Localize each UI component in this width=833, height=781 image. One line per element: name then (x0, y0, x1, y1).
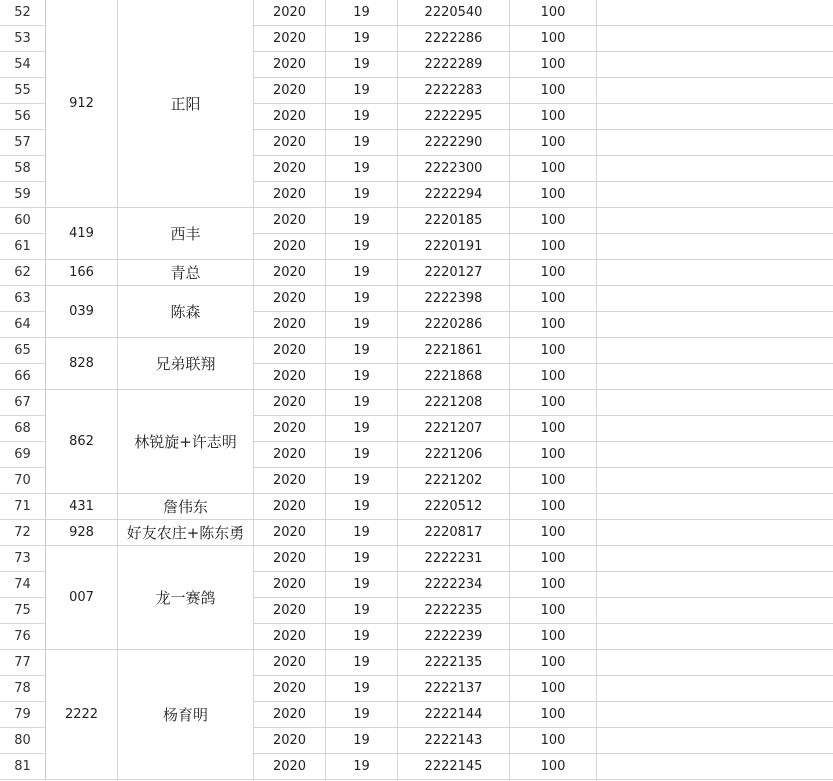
row-header[interactable]: 77 (0, 650, 46, 676)
number-cell[interactable]: 19 (326, 364, 398, 390)
year-cell[interactable]: 2020 (254, 208, 326, 234)
number-cell[interactable]: 19 (326, 52, 398, 78)
ring-number-cell[interactable]: 2222286 (398, 26, 510, 52)
number-cell[interactable]: 19 (326, 260, 398, 286)
year-cell[interactable]: 2020 (254, 442, 326, 468)
row-header[interactable]: 68 (0, 416, 46, 442)
ring-number-cell[interactable]: 2222283 (398, 78, 510, 104)
year-cell[interactable]: 2020 (254, 104, 326, 130)
number-cell[interactable]: 19 (326, 182, 398, 208)
year-cell[interactable]: 2020 (254, 572, 326, 598)
number-cell[interactable]: 19 (326, 468, 398, 494)
score-cell[interactable]: 100 (510, 182, 597, 208)
year-cell[interactable]: 2020 (254, 676, 326, 702)
empty-cell[interactable] (597, 234, 833, 260)
empty-cell[interactable] (597, 702, 833, 728)
empty-cell[interactable] (597, 78, 833, 104)
year-cell[interactable]: 2020 (254, 78, 326, 104)
ring-number-cell[interactable]: 2222290 (398, 130, 510, 156)
row-header[interactable]: 54 (0, 52, 46, 78)
number-cell[interactable]: 19 (326, 208, 398, 234)
year-cell[interactable]: 2020 (254, 546, 326, 572)
row-header[interactable]: 63 (0, 286, 46, 312)
empty-cell[interactable] (597, 546, 833, 572)
number-cell[interactable]: 19 (326, 0, 398, 26)
number-cell[interactable]: 19 (326, 312, 398, 338)
ring-number-cell[interactable]: 2220512 (398, 494, 510, 520)
score-cell[interactable]: 100 (510, 754, 597, 780)
empty-cell[interactable] (597, 598, 833, 624)
number-cell[interactable]: 19 (326, 338, 398, 364)
year-cell[interactable]: 2020 (254, 416, 326, 442)
number-cell[interactable]: 19 (326, 546, 398, 572)
score-cell[interactable]: 100 (510, 104, 597, 130)
empty-cell[interactable] (597, 520, 833, 546)
score-cell[interactable]: 100 (510, 78, 597, 104)
year-cell[interactable]: 2020 (254, 468, 326, 494)
empty-cell[interactable] (597, 26, 833, 52)
year-cell[interactable]: 2020 (254, 728, 326, 754)
row-header[interactable]: 62 (0, 260, 46, 286)
ring-number-cell[interactable]: 2222137 (398, 676, 510, 702)
empty-cell[interactable] (597, 52, 833, 78)
number-cell[interactable]: 19 (326, 234, 398, 260)
ring-number-cell[interactable]: 2220191 (398, 234, 510, 260)
year-cell[interactable]: 2020 (254, 312, 326, 338)
row-header[interactable]: 58 (0, 156, 46, 182)
ring-number-cell[interactable]: 2222239 (398, 624, 510, 650)
score-cell[interactable]: 100 (510, 494, 597, 520)
group-code-cell[interactable]: 007 (46, 546, 118, 650)
ring-number-cell[interactable]: 2222398 (398, 286, 510, 312)
score-cell[interactable]: 100 (510, 0, 597, 26)
score-cell[interactable]: 100 (510, 156, 597, 182)
row-header[interactable]: 61 (0, 234, 46, 260)
score-cell[interactable]: 100 (510, 390, 597, 416)
row-header[interactable]: 81 (0, 754, 46, 780)
score-cell[interactable]: 100 (510, 338, 597, 364)
score-cell[interactable]: 100 (510, 416, 597, 442)
empty-cell[interactable] (597, 572, 833, 598)
empty-cell[interactable] (597, 390, 833, 416)
number-cell[interactable]: 19 (326, 572, 398, 598)
row-header[interactable]: 56 (0, 104, 46, 130)
group-name-cell[interactable]: 正阳 (118, 0, 254, 208)
ring-number-cell[interactable]: 2222145 (398, 754, 510, 780)
row-header[interactable]: 75 (0, 598, 46, 624)
ring-number-cell[interactable]: 2220817 (398, 520, 510, 546)
row-header[interactable]: 53 (0, 26, 46, 52)
row-header[interactable]: 67 (0, 390, 46, 416)
row-header[interactable]: 76 (0, 624, 46, 650)
empty-cell[interactable] (597, 104, 833, 130)
score-cell[interactable]: 100 (510, 260, 597, 286)
score-cell[interactable]: 100 (510, 728, 597, 754)
ring-number-cell[interactable]: 2222143 (398, 728, 510, 754)
empty-cell[interactable] (597, 260, 833, 286)
score-cell[interactable]: 100 (510, 312, 597, 338)
year-cell[interactable]: 2020 (254, 702, 326, 728)
ring-number-cell[interactable]: 2222144 (398, 702, 510, 728)
year-cell[interactable]: 2020 (254, 52, 326, 78)
ring-number-cell[interactable]: 2220127 (398, 260, 510, 286)
empty-cell[interactable] (597, 442, 833, 468)
year-cell[interactable]: 2020 (254, 650, 326, 676)
year-cell[interactable]: 2020 (254, 182, 326, 208)
group-name-cell[interactable]: 兄弟联翔 (118, 338, 254, 390)
year-cell[interactable]: 2020 (254, 0, 326, 26)
group-code-cell[interactable]: 166 (46, 260, 118, 286)
row-header[interactable]: 59 (0, 182, 46, 208)
number-cell[interactable]: 19 (326, 156, 398, 182)
group-name-cell[interactable]: 好友农庄+陈东勇 (118, 520, 254, 546)
score-cell[interactable]: 100 (510, 702, 597, 728)
row-header[interactable]: 55 (0, 78, 46, 104)
row-header[interactable]: 65 (0, 338, 46, 364)
ring-number-cell[interactable]: 2221202 (398, 468, 510, 494)
year-cell[interactable]: 2020 (254, 156, 326, 182)
number-cell[interactable]: 19 (326, 442, 398, 468)
row-header[interactable]: 71 (0, 494, 46, 520)
group-code-cell[interactable]: 419 (46, 208, 118, 260)
number-cell[interactable]: 19 (326, 676, 398, 702)
number-cell[interactable]: 19 (326, 728, 398, 754)
number-cell[interactable]: 19 (326, 598, 398, 624)
ring-number-cell[interactable]: 2222294 (398, 182, 510, 208)
score-cell[interactable]: 100 (510, 676, 597, 702)
ring-number-cell[interactable]: 2221868 (398, 364, 510, 390)
ring-number-cell[interactable]: 2222300 (398, 156, 510, 182)
year-cell[interactable]: 2020 (254, 624, 326, 650)
row-header[interactable]: 60 (0, 208, 46, 234)
score-cell[interactable]: 100 (510, 598, 597, 624)
ring-number-cell[interactable]: 2221861 (398, 338, 510, 364)
year-cell[interactable]: 2020 (254, 234, 326, 260)
empty-cell[interactable] (597, 0, 833, 26)
number-cell[interactable]: 19 (326, 130, 398, 156)
score-cell[interactable]: 100 (510, 572, 597, 598)
ring-number-cell[interactable]: 2222289 (398, 52, 510, 78)
empty-cell[interactable] (597, 468, 833, 494)
year-cell[interactable]: 2020 (254, 390, 326, 416)
row-header[interactable]: 80 (0, 728, 46, 754)
empty-cell[interactable] (597, 754, 833, 780)
ring-number-cell[interactable]: 2220540 (398, 0, 510, 26)
group-name-cell[interactable]: 詹伟东 (118, 494, 254, 520)
empty-cell[interactable] (597, 208, 833, 234)
year-cell[interactable]: 2020 (254, 26, 326, 52)
empty-cell[interactable] (597, 494, 833, 520)
row-header[interactable]: 78 (0, 676, 46, 702)
group-code-cell[interactable]: 928 (46, 520, 118, 546)
number-cell[interactable]: 19 (326, 26, 398, 52)
ring-number-cell[interactable]: 2221207 (398, 416, 510, 442)
score-cell[interactable]: 100 (510, 546, 597, 572)
empty-cell[interactable] (597, 130, 833, 156)
ring-number-cell[interactable]: 2221206 (398, 442, 510, 468)
number-cell[interactable]: 19 (326, 104, 398, 130)
ring-number-cell[interactable]: 2220286 (398, 312, 510, 338)
year-cell[interactable]: 2020 (254, 598, 326, 624)
year-cell[interactable]: 2020 (254, 494, 326, 520)
score-cell[interactable]: 100 (510, 364, 597, 390)
ring-number-cell[interactable]: 2221208 (398, 390, 510, 416)
score-cell[interactable]: 100 (510, 650, 597, 676)
year-cell[interactable]: 2020 (254, 364, 326, 390)
row-header[interactable]: 79 (0, 702, 46, 728)
row-header[interactable]: 70 (0, 468, 46, 494)
empty-cell[interactable] (597, 286, 833, 312)
score-cell[interactable]: 100 (510, 234, 597, 260)
number-cell[interactable]: 19 (326, 390, 398, 416)
group-code-cell[interactable]: 2222 (46, 650, 118, 780)
row-header[interactable]: 64 (0, 312, 46, 338)
ring-number-cell[interactable]: 2222235 (398, 598, 510, 624)
group-name-cell[interactable]: 西丰 (118, 208, 254, 260)
score-cell[interactable]: 100 (510, 208, 597, 234)
year-cell[interactable]: 2020 (254, 260, 326, 286)
number-cell[interactable]: 19 (326, 78, 398, 104)
group-code-cell[interactable]: 828 (46, 338, 118, 390)
ring-number-cell[interactable]: 2222234 (398, 572, 510, 598)
score-cell[interactable]: 100 (510, 468, 597, 494)
ring-number-cell[interactable]: 2222231 (398, 546, 510, 572)
row-header[interactable]: 72 (0, 520, 46, 546)
ring-number-cell[interactable]: 2222295 (398, 104, 510, 130)
number-cell[interactable]: 19 (326, 520, 398, 546)
group-code-cell[interactable]: 431 (46, 494, 118, 520)
empty-cell[interactable] (597, 728, 833, 754)
number-cell[interactable]: 19 (326, 416, 398, 442)
group-name-cell[interactable]: 杨育明 (118, 650, 254, 780)
empty-cell[interactable] (597, 364, 833, 390)
number-cell[interactable]: 19 (326, 754, 398, 780)
empty-cell[interactable] (597, 312, 833, 338)
row-header[interactable]: 52 (0, 0, 46, 26)
group-code-cell[interactable]: 912 (46, 0, 118, 208)
ring-number-cell[interactable]: 2220185 (398, 208, 510, 234)
group-name-cell[interactable]: 青总 (118, 260, 254, 286)
number-cell[interactable]: 19 (326, 702, 398, 728)
score-cell[interactable]: 100 (510, 520, 597, 546)
score-cell[interactable]: 100 (510, 442, 597, 468)
number-cell[interactable]: 19 (326, 624, 398, 650)
row-header[interactable]: 73 (0, 546, 46, 572)
group-name-cell[interactable]: 陈森 (118, 286, 254, 338)
score-cell[interactable]: 100 (510, 624, 597, 650)
year-cell[interactable]: 2020 (254, 286, 326, 312)
number-cell[interactable]: 19 (326, 650, 398, 676)
group-name-cell[interactable]: 龙一赛鸽 (118, 546, 254, 650)
group-code-cell[interactable]: 862 (46, 390, 118, 494)
row-header[interactable]: 74 (0, 572, 46, 598)
row-header[interactable]: 57 (0, 130, 46, 156)
ring-number-cell[interactable]: 2222135 (398, 650, 510, 676)
year-cell[interactable]: 2020 (254, 520, 326, 546)
number-cell[interactable]: 19 (326, 286, 398, 312)
score-cell[interactable]: 100 (510, 130, 597, 156)
year-cell[interactable]: 2020 (254, 754, 326, 780)
score-cell[interactable]: 100 (510, 26, 597, 52)
empty-cell[interactable] (597, 182, 833, 208)
year-cell[interactable]: 2020 (254, 130, 326, 156)
group-name-cell[interactable]: 林锐旋+许志明 (118, 390, 254, 494)
empty-cell[interactable] (597, 156, 833, 182)
row-header[interactable]: 66 (0, 364, 46, 390)
empty-cell[interactable] (597, 676, 833, 702)
empty-cell[interactable] (597, 624, 833, 650)
group-code-cell[interactable]: 039 (46, 286, 118, 338)
score-cell[interactable]: 100 (510, 52, 597, 78)
score-cell[interactable]: 100 (510, 286, 597, 312)
empty-cell[interactable] (597, 650, 833, 676)
year-cell[interactable]: 2020 (254, 338, 326, 364)
number-cell[interactable]: 19 (326, 494, 398, 520)
row-header[interactable]: 69 (0, 442, 46, 468)
empty-cell[interactable] (597, 338, 833, 364)
empty-cell[interactable] (597, 416, 833, 442)
